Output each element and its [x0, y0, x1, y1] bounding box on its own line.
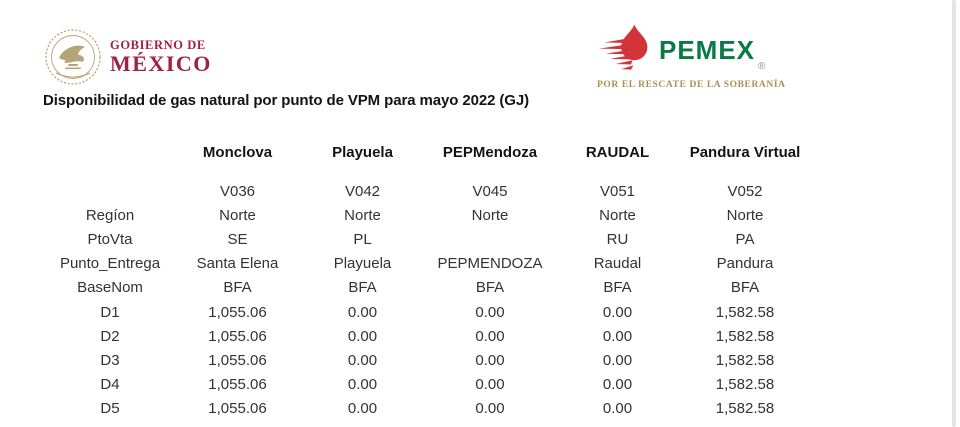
gobierno-mexico-logo: [44, 27, 212, 87]
table-cell: Norte: [344, 206, 381, 224]
table-cell: SE: [227, 230, 248, 248]
table-cell: 1,582.58: [715, 400, 775, 418]
table-cell: 1,582.58: [715, 351, 775, 369]
column-header: Monclova: [202, 143, 273, 161]
row-label: PtoVta: [87, 230, 133, 248]
table-row: [45, 397, 810, 421]
table-cell: 0.00: [602, 400, 633, 418]
table-cell: Playuela: [333, 255, 392, 273]
table-cell: 1,055.06: [208, 400, 267, 418]
table-row: [45, 276, 810, 300]
row-label: Punto_Entrega: [59, 255, 161, 273]
table-header-row: [45, 138, 810, 166]
table-cell: RU: [606, 230, 629, 248]
scrollbar-track[interactable]: [952, 0, 956, 427]
table-cell: BFA: [223, 279, 252, 297]
availability-table: [45, 138, 810, 421]
table-cell: PA: [735, 230, 755, 248]
table-row: [45, 373, 810, 397]
table-cell: 0.00: [475, 376, 505, 394]
pemex-tagline: POR EL RESCATE DE LA SOBERANÍA: [597, 80, 786, 90]
table-cell: V052: [727, 182, 763, 200]
table-cell: 0.00: [475, 400, 505, 418]
table-cell: Norte: [219, 206, 256, 224]
table-cell: PEPMENDOZA: [437, 255, 543, 273]
table-cell: V045: [472, 182, 508, 200]
table-cell: Pandura: [716, 255, 774, 273]
table-cell: 0.00: [602, 303, 633, 321]
table-row: [45, 348, 810, 372]
column-header: RAUDAL: [585, 143, 650, 161]
table-cell: Santa Elena: [196, 255, 279, 273]
column-header: Playuela: [332, 143, 393, 161]
row-label: D5: [100, 400, 120, 418]
table-cell: BFA: [730, 279, 760, 297]
gobierno-text-line1: GOBIERNO DE: [110, 37, 206, 52]
table-row: [45, 300, 810, 324]
table-cell: 1,055.06: [208, 327, 267, 345]
table-cell: 0.00: [347, 303, 378, 321]
row-label: D2: [100, 327, 120, 345]
table-cell: Norte: [599, 206, 636, 224]
table-cell: 0.00: [347, 400, 378, 418]
table-cell: PL: [353, 230, 372, 248]
row-label: Regíon: [85, 206, 135, 224]
table-cell: 1,055.06: [208, 303, 267, 321]
table-cell: 1,582.58: [715, 376, 775, 394]
mexico-eagle-seal-icon: [44, 27, 102, 87]
page-title: Disponibilidad de gas natural por punto de VPM para mayo 2022 (GJ): [43, 92, 529, 109]
table-cell: 1,055.06: [208, 351, 267, 369]
table-row: [45, 179, 810, 203]
table-cell: V051: [599, 182, 636, 200]
table-cell: 0.00: [347, 351, 378, 369]
table-cell: 0.00: [602, 327, 633, 345]
pemex-logo: [597, 24, 812, 90]
table-row: [45, 227, 810, 251]
table-row: [45, 203, 810, 227]
table-cell: 1,055.06: [208, 376, 267, 394]
table-cell: 0.00: [602, 376, 633, 394]
pemex-wordmark: PEMEX: [659, 35, 756, 65]
gobierno-text-line2: MÉXICO: [110, 51, 212, 77]
row-label: D1: [100, 303, 120, 321]
row-label: BaseNom: [77, 279, 143, 297]
table-cell: BFA: [603, 279, 632, 297]
table-cell: 1,582.58: [715, 327, 775, 345]
column-header: Pandura Virtual: [689, 143, 801, 161]
row-label: D4: [100, 376, 120, 394]
table-cell: 0.00: [602, 351, 633, 369]
table-cell: 0.00: [347, 376, 378, 394]
table-cell: 0.00: [475, 303, 505, 321]
table-cell: Raudal: [593, 255, 642, 273]
table-cell: V036: [219, 182, 256, 200]
registered-trademark-icon: ®: [758, 61, 766, 72]
table-cell: 0.00: [347, 327, 378, 345]
pemex-eagle-drop-icon: [597, 24, 653, 76]
row-label: D3: [100, 351, 120, 369]
table-spacer: [45, 166, 810, 179]
table-cell: 0.00: [475, 351, 505, 369]
table-row: [45, 324, 810, 348]
table-cell: 1,582.58: [715, 303, 775, 321]
table-row: [45, 252, 810, 276]
table-cell: BFA: [475, 279, 505, 297]
table-cell: V042: [344, 182, 381, 200]
table-cell: 0.00: [475, 327, 505, 345]
table-cell: Norte: [726, 206, 764, 224]
table-cell: Norte: [471, 206, 509, 224]
column-header: PEPMendoza: [442, 143, 538, 161]
table-cell: BFA: [348, 279, 377, 297]
